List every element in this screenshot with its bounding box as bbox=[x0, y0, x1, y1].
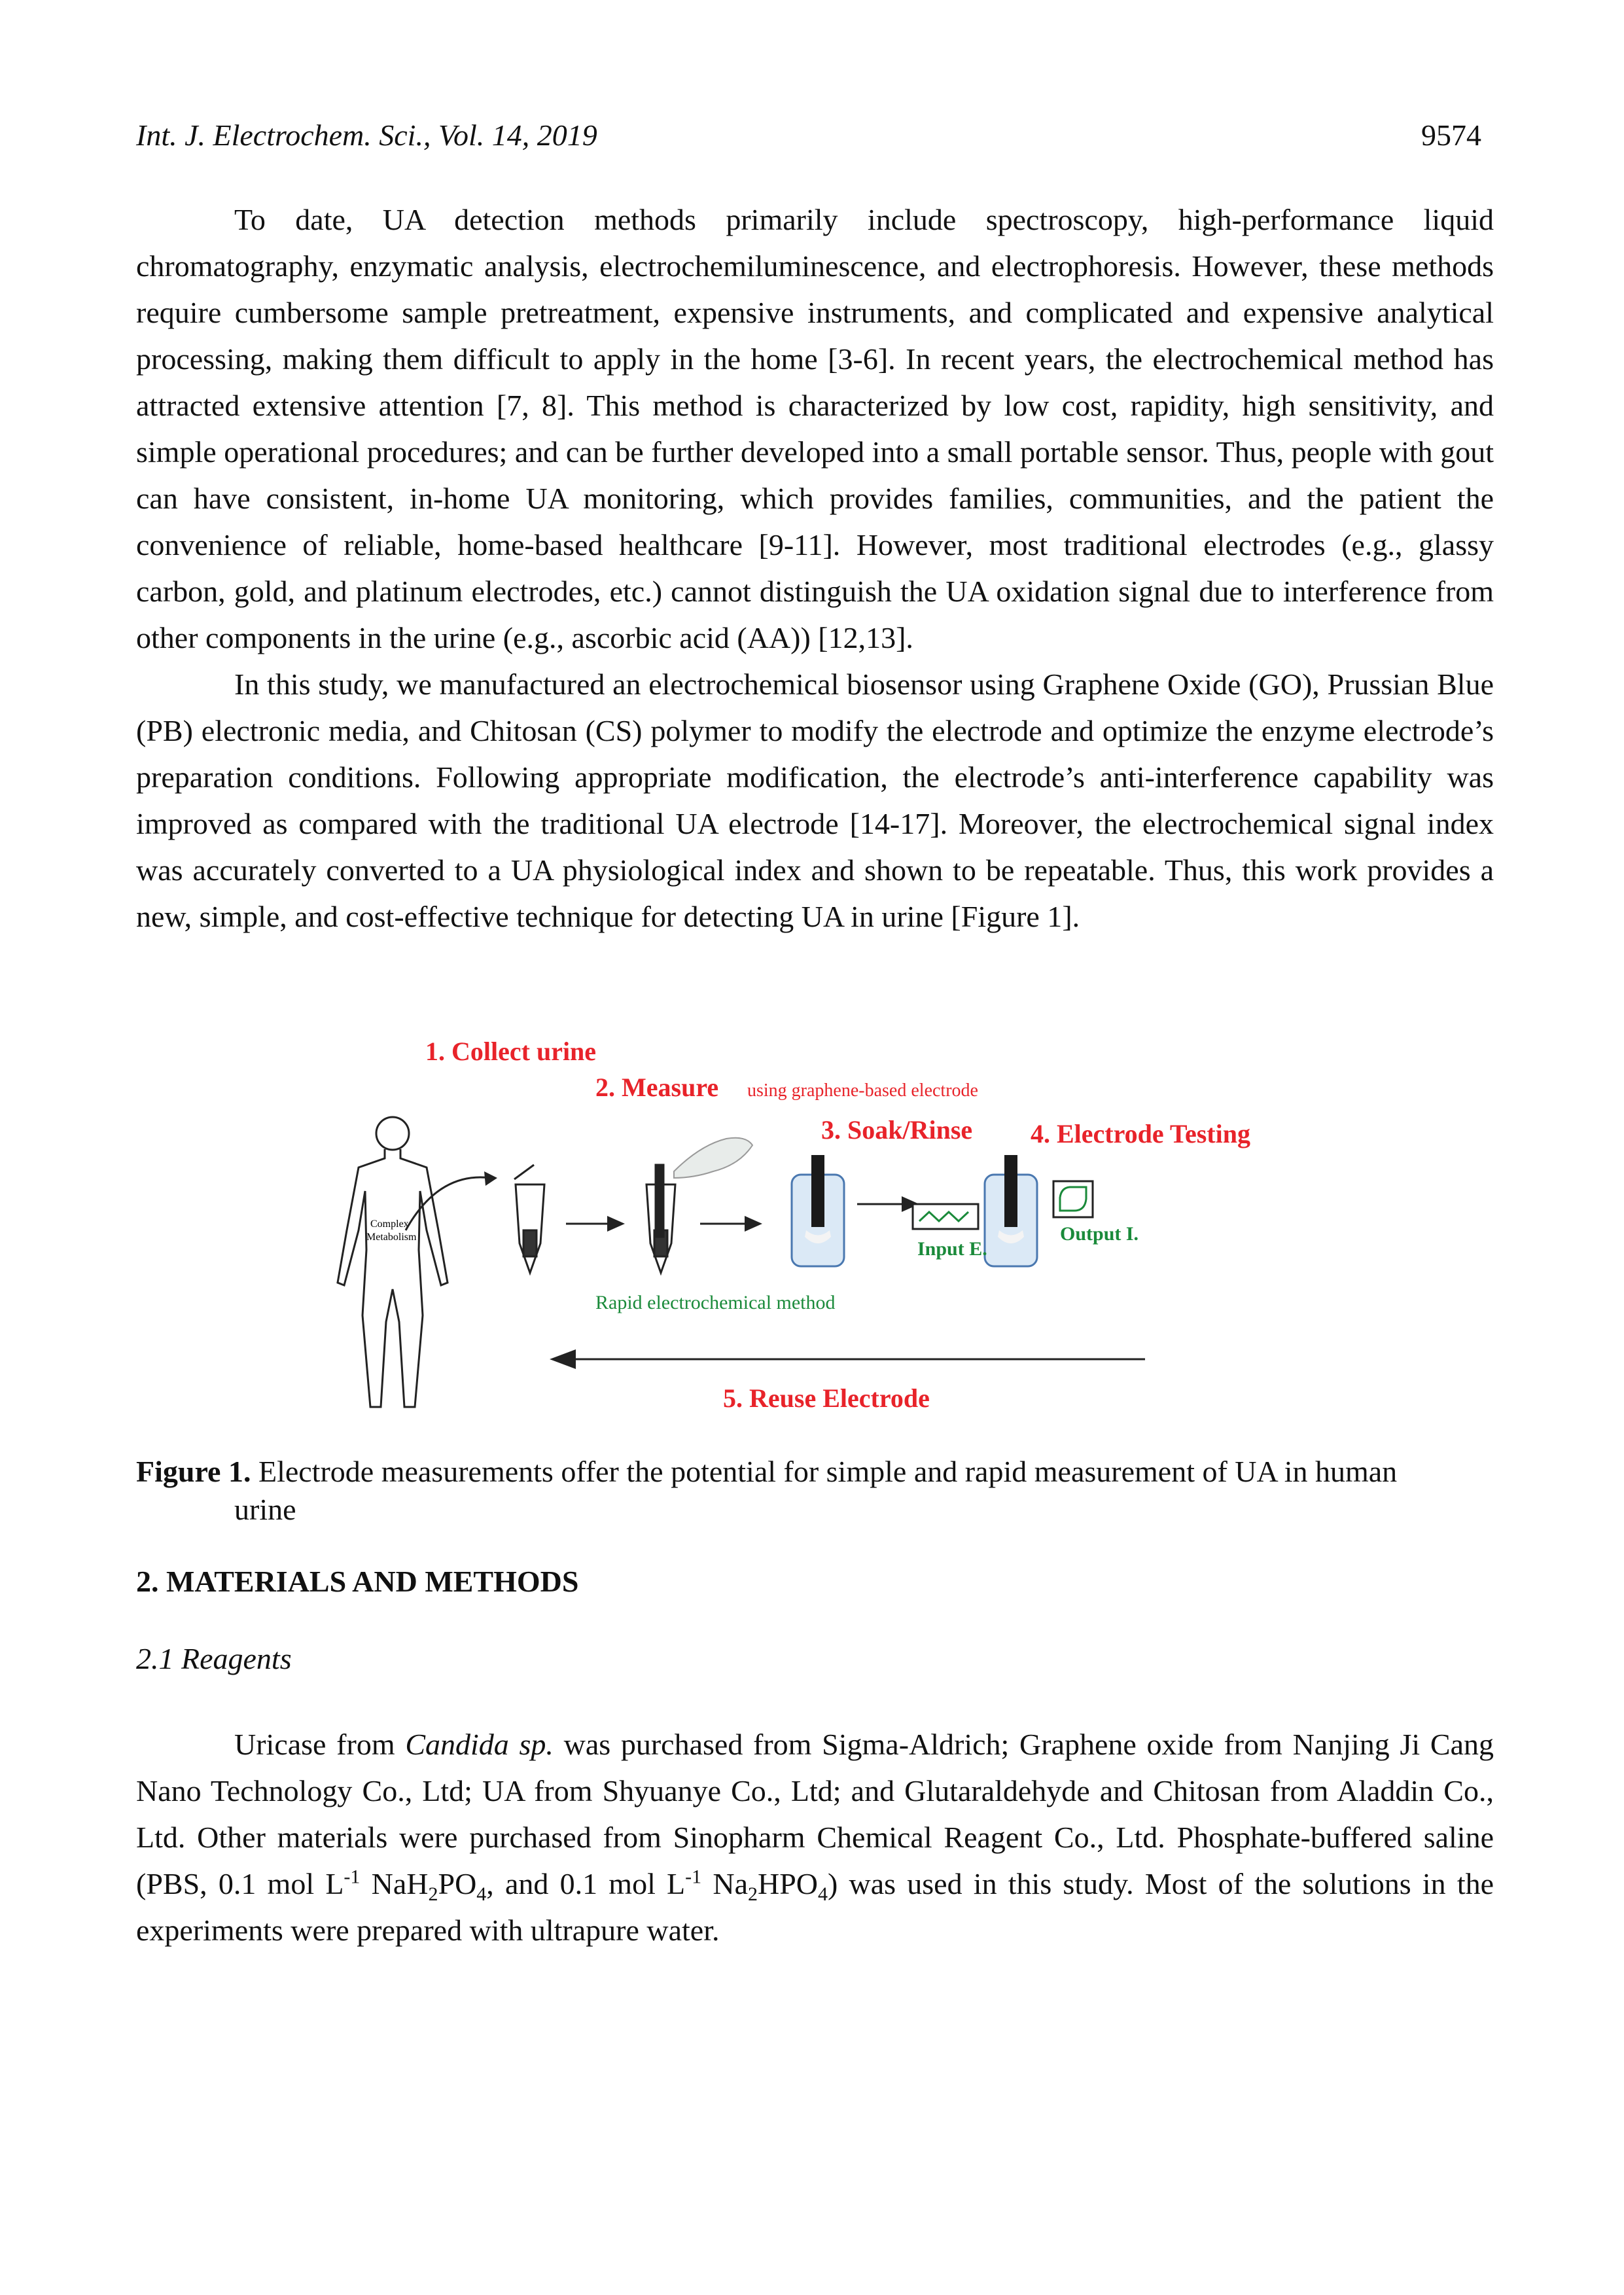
running-header-journal: Int. J. Electrochem. Sci., Vol. 14, 2019 bbox=[136, 118, 597, 152]
figure-1-diagram bbox=[308, 1014, 1328, 1433]
step-2-label: 2. Measure bbox=[595, 1073, 719, 1102]
collect-arrowhead bbox=[484, 1171, 497, 1186]
input-label: Input E. bbox=[917, 1238, 987, 1260]
input-waveform-box bbox=[913, 1204, 978, 1229]
step-4-label: 4. Electrode Testing bbox=[1031, 1119, 1250, 1148]
glove-icon bbox=[674, 1138, 752, 1178]
paragraph-reagents: Uricase from Candida sp. was purchased from Sigma-Aldrich; Graphene oxide from Nanjing Ji Cang Nano Technology Co., Ltd; UA from Shyuanye Co., Ltd; and Glutaraldehyde and Chitosan from Aladdin Co., Ltd. Other materials were purchased from Sinopharm Chemical Reagent Co., Ltd. Phosphate-buffered saline (PBS, 0.1 mol $L^{-1}$ $NaH_2PO_4$, and 0.1 mol $L^{-1}$ $Na_2HPO_4$) was used in this study. Most of the solutions in the experiments were prepared with ultrapure water. bbox=[136, 1728, 1494, 1947]
subsection-heading: 2.1 Reagents bbox=[136, 1642, 292, 1675]
testing-beaker-icon bbox=[985, 1155, 1037, 1266]
method-label: Rapid electrochemical method bbox=[595, 1292, 836, 1313]
figure-caption bbox=[136, 1453, 1494, 1529]
step-2-subtitle: using graphene-based electrode bbox=[747, 1080, 978, 1101]
flow-arrowhead bbox=[607, 1216, 625, 1232]
measure-tube-icon bbox=[646, 1165, 675, 1273]
reuse-arrowhead bbox=[550, 1349, 576, 1369]
section-heading: 2. MATERIALS AND METHODS bbox=[136, 1565, 579, 1598]
page-number: 9574 bbox=[1421, 118, 1481, 152]
paragraph-study: In this study, we manufactured an electrochemical biosensor using Graphene Oxide (GO), Prussian Blue (PB) electronic media, and Chitosan (CS) polymer to modify the electrode and optimize the enzyme electrode’s preparation conditions. Following appropriate modification, the electrode’s anti-interference capability was improved as compared with the traditional UA electrode [14-17]. Moreover, the electrochemical signal index was accurately converted to a UA physiological index and shown to be repeatable. Thus, this work provides a new, simple, and cost-effective technique for detecting UA in urine [Figure 1]. bbox=[136, 667, 1494, 933]
step-1-label: 1. Collect urine bbox=[425, 1037, 597, 1066]
sample-tube-icon bbox=[514, 1165, 544, 1273]
soak-beaker-icon bbox=[792, 1155, 844, 1266]
paragraph-intro: To date, UA detection methods primarily include spectroscopy, high-performance liquid chromatography, enzymatic analysis, electrochemiluminescence, and electrophoresis. However, these methods require cumbersome sample pretreatment, expensive instruments, and complicated and expensive analytical processing, making them difficult to apply in the home [3-6]. In recent years, the electrochemical method has attracted extensive attention [7, 8]. This method is characterized by low cost, rapidity, high sensitivity, and simple operational procedures; and can be further developed into a small portable sensor. Thus, people with gout can have consistent, in-home UA monitoring, which provides families, communities, and the patient the convenience of reliable, home-based healthcare [9-11]. However, most traditional electrodes (e.g., glassy carbon, gold, and platinum electrodes, etc.) cannot distinguish the UA oxidation signal due to interference from other components in the urine (e.g., ascorbic acid (AA)) [12,13]. bbox=[136, 203, 1494, 654]
caption-text-line2: urine bbox=[234, 1493, 296, 1526]
caption-text: Electrode measurements offer the potential for simple and rapid measurement of UA in human bbox=[251, 1455, 1398, 1488]
step-5-label: 5. Reuse Electrode bbox=[723, 1383, 930, 1413]
human-body-icon bbox=[338, 1117, 448, 1407]
output-label: Output I. bbox=[1060, 1223, 1139, 1245]
step-3-label: 3. Soak/Rinse bbox=[821, 1115, 973, 1145]
body-label-metabolism: Metabolism bbox=[366, 1232, 417, 1243]
body-label-complex: Complex bbox=[370, 1219, 409, 1230]
figure-1 bbox=[308, 1014, 1328, 1433]
caption-label: Figure 1. bbox=[136, 1455, 251, 1488]
flow-arrowhead bbox=[745, 1216, 762, 1232]
